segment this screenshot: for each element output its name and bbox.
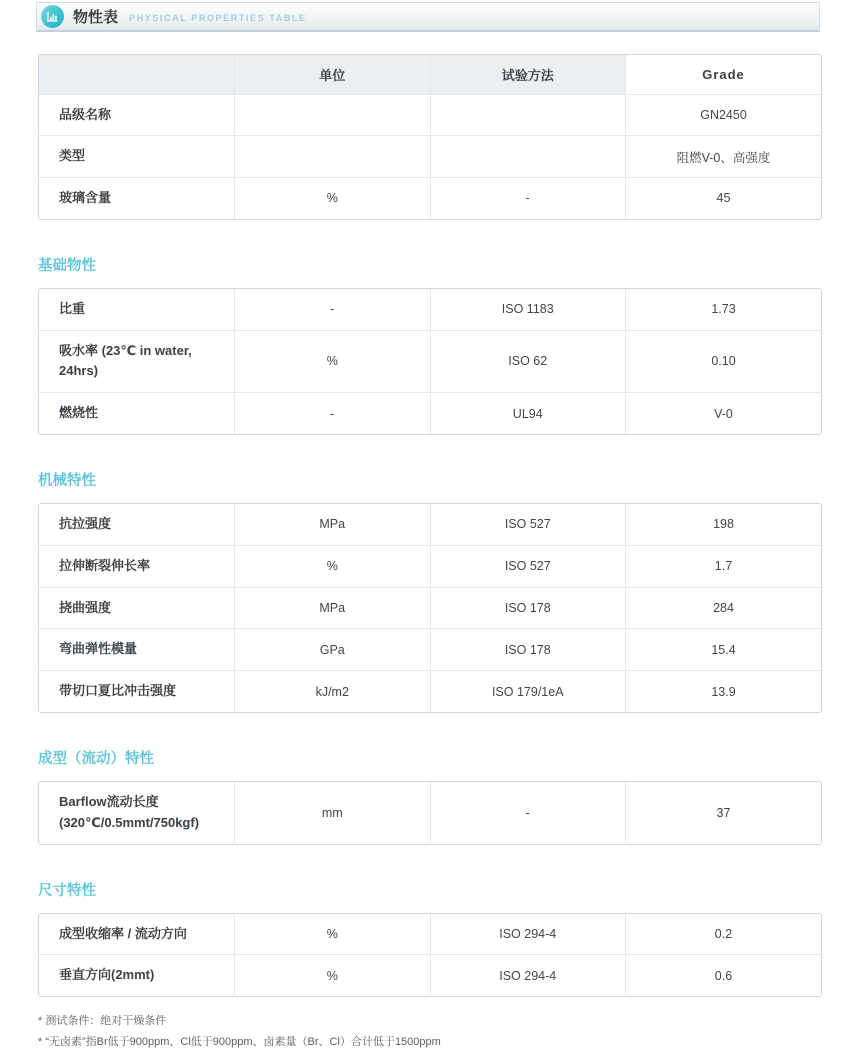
value-cell: 45	[626, 178, 822, 219]
property-label-cell: 类型	[39, 136, 235, 178]
property-label-cell: 品级名称	[39, 94, 235, 136]
table-row	[39, 94, 821, 136]
property-label-cell: 垂直方向(2mmt)	[39, 955, 235, 996]
molding-flow-properties-table	[38, 781, 822, 845]
footnotes	[38, 1014, 822, 1051]
table-row	[39, 289, 821, 330]
property-label-cell	[39, 330, 235, 393]
bar-chart-icon	[41, 5, 64, 28]
property-label-cell: 拉伸断裂伸长率	[39, 545, 235, 587]
grade-column-header: Grade	[626, 55, 822, 94]
unit-cell	[235, 94, 431, 136]
footnote-halogen-free: * “无卤素”指Br低于900ppm、Cl低于900ppm、卤素量（Br、Cl）合计低于1500ppm	[38, 1036, 441, 1049]
property-label-cell: 比重	[39, 289, 235, 330]
method-cell: ISO 294-4	[430, 914, 626, 955]
value-cell: 0.6	[626, 955, 822, 996]
mechanical-properties-table	[38, 503, 822, 713]
table-row	[39, 330, 821, 393]
value-cell: 284	[626, 587, 822, 629]
unit-cell: -	[235, 289, 431, 330]
table-row	[39, 587, 821, 629]
table-row	[39, 178, 821, 219]
value-cell: 1.7	[626, 545, 822, 587]
footnote-test-conditions: * 测试条件：绝对干燥条件	[38, 1015, 167, 1028]
unit-column-header: 单位	[235, 55, 431, 94]
method-cell: ISO 62	[430, 330, 626, 393]
property-label-cell: 弯曲弹性模量	[39, 629, 235, 671]
table-row	[39, 955, 821, 996]
unit-cell: GPa	[235, 629, 431, 671]
table-row	[39, 545, 821, 587]
unit-cell	[235, 136, 431, 178]
property-label-cell: 抗拉强度	[39, 504, 235, 545]
section-title-basic-properties: 基础物性	[38, 257, 96, 274]
main-content	[38, 54, 822, 1051]
empty-header-cell	[39, 55, 235, 94]
table-row	[39, 671, 821, 712]
method-cell	[430, 94, 626, 136]
table-row	[39, 136, 821, 178]
method-column-header: 试验方法	[430, 55, 626, 94]
value-cell: 阻燃V-0、高强度	[626, 136, 822, 178]
unit-cell: %	[235, 178, 431, 219]
method-cell: -	[430, 178, 626, 219]
table-row	[39, 782, 821, 844]
unit-cell: MPa	[235, 587, 431, 629]
method-cell	[430, 136, 626, 178]
section-title-dimensional-properties: 尺寸特性	[38, 882, 96, 899]
table-row	[39, 629, 821, 671]
property-label: 吸水率 (23℃ in water,	[59, 342, 192, 358]
unit-cell: -	[235, 393, 431, 434]
unit-cell: %	[235, 330, 431, 393]
table-row	[39, 504, 821, 545]
method-cell: ISO 1183	[430, 289, 626, 330]
value-cell: 0.2	[626, 914, 822, 955]
page-subtitle: PHYSICAL PROPERTIES TABLE	[129, 13, 307, 23]
page-title: 物性表	[73, 9, 119, 26]
table-row	[39, 914, 821, 955]
property-label-cell	[39, 782, 235, 844]
property-label-cell: 挠曲强度	[39, 587, 235, 629]
unit-cell: mm	[235, 782, 431, 844]
dimensional-properties-table	[38, 913, 822, 998]
method-cell: ISO 527	[430, 545, 626, 587]
grade-info-table	[38, 54, 822, 220]
method-cell: -	[430, 782, 626, 844]
value-cell: V-0	[626, 393, 822, 434]
method-cell: ISO 294-4	[430, 955, 626, 996]
property-label-cell: 成型收缩率 / 流动方向	[39, 914, 235, 955]
value-cell: 198	[626, 504, 822, 545]
basic-properties-table	[38, 288, 822, 435]
section-title-mechanical-properties: 机械特性	[38, 473, 96, 490]
value-cell: GN2450	[626, 94, 822, 136]
unit-cell: %	[235, 955, 431, 996]
value-cell: 13.9	[626, 671, 822, 712]
section-title-molding-flow-properties: 成型（流动）特性	[38, 751, 154, 768]
unit-cell: %	[235, 914, 431, 955]
method-cell: ISO 179/1eA	[430, 671, 626, 712]
unit-cell: kJ/m2	[235, 671, 431, 712]
property-label-line2: 24hrs)	[59, 363, 99, 379]
value-cell: 0.10	[626, 330, 822, 393]
table-row	[39, 393, 821, 434]
property-label-cell: 玻璃含量	[39, 178, 235, 219]
table-header-row	[39, 55, 821, 94]
property-label-cell: 燃烧性	[39, 393, 235, 434]
method-cell: ISO 527	[430, 504, 626, 545]
method-cell: ISO 178	[430, 629, 626, 671]
section-header-bar	[36, 2, 820, 32]
unit-cell: MPa	[235, 504, 431, 545]
unit-cell: %	[235, 545, 431, 587]
method-cell: UL94	[430, 393, 626, 434]
property-label-cell: 带切口夏比冲击强度	[39, 671, 235, 712]
property-label: Barflow流动长度	[59, 794, 159, 810]
property-label-line2: (320℃/0.5mmt/750kgf)	[59, 814, 200, 830]
value-cell: 15.4	[626, 629, 822, 671]
method-cell: ISO 178	[430, 587, 626, 629]
value-cell: 1.73	[626, 289, 822, 330]
value-cell: 37	[626, 782, 822, 844]
